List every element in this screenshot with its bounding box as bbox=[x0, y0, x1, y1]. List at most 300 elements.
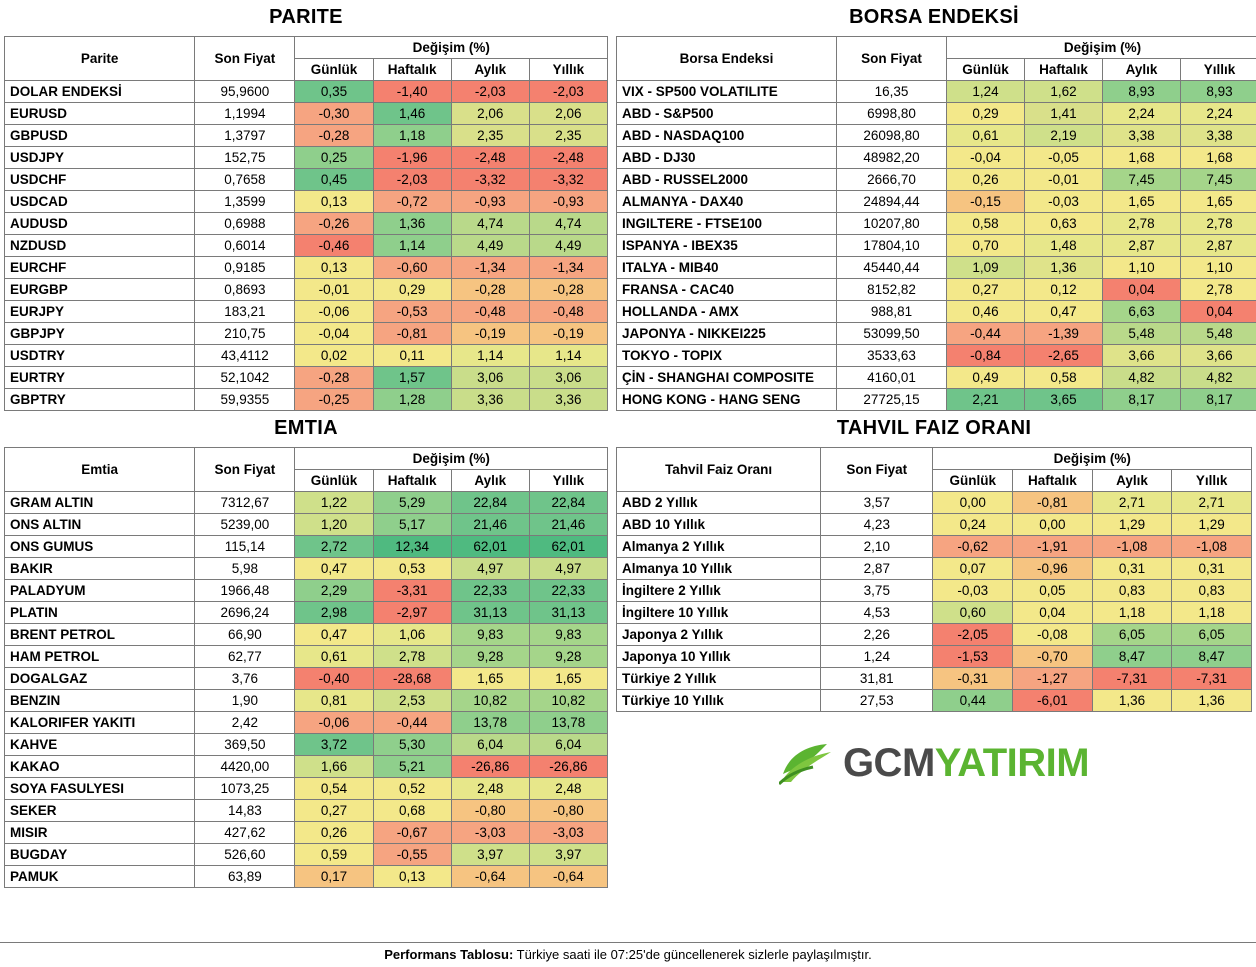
row-change-daily: 0,00 bbox=[933, 492, 1013, 514]
row-last-price: 0,7658 bbox=[195, 169, 295, 191]
row-change-weekly: 12,34 bbox=[373, 536, 451, 558]
row-instrument-name: ONS ALTIN bbox=[5, 514, 195, 536]
leaf-icon bbox=[779, 740, 837, 786]
row-instrument-name: ONS GUMUS bbox=[5, 536, 195, 558]
row-change-monthly: -0,93 bbox=[451, 191, 529, 213]
row-change-monthly: 4,82 bbox=[1103, 367, 1181, 389]
row-change-monthly: -1,08 bbox=[1092, 536, 1172, 558]
row-change-yearly: 1,14 bbox=[529, 345, 607, 367]
row-change-weekly: 0,47 bbox=[1025, 301, 1103, 323]
table-row bbox=[617, 558, 1252, 580]
row-change-yearly: -7,31 bbox=[1172, 668, 1252, 690]
table-row bbox=[5, 235, 608, 257]
row-change-weekly: 5,21 bbox=[373, 756, 451, 778]
table-row bbox=[5, 646, 608, 668]
row-change-daily: 0,61 bbox=[295, 646, 373, 668]
row-last-price: 210,75 bbox=[195, 323, 295, 345]
row-last-price: 62,77 bbox=[195, 646, 295, 668]
row-last-price: 0,6988 bbox=[195, 213, 295, 235]
table-row bbox=[5, 624, 608, 646]
row-change-weekly: -0,72 bbox=[373, 191, 451, 213]
panel-emtia bbox=[0, 411, 612, 888]
row-change-daily: 0,58 bbox=[947, 213, 1025, 235]
row-change-yearly: -3,03 bbox=[529, 822, 607, 844]
table-row bbox=[5, 213, 608, 235]
header-degisim: Değişim (%) bbox=[947, 37, 1256, 59]
table-row bbox=[617, 301, 1256, 323]
row-change-monthly: -0,19 bbox=[451, 323, 529, 345]
row-instrument-name: GRAM ALTIN bbox=[5, 492, 195, 514]
row-last-price: 52,1042 bbox=[195, 367, 295, 389]
row-last-price: 2,26 bbox=[821, 624, 933, 646]
row-change-monthly: 3,97 bbox=[451, 844, 529, 866]
header-gunluk: Günlük bbox=[933, 470, 1013, 492]
row-change-monthly: 0,31 bbox=[1092, 558, 1172, 580]
row-last-price: 17804,10 bbox=[837, 235, 947, 257]
row-change-monthly: 6,05 bbox=[1092, 624, 1172, 646]
row-change-yearly: 2,06 bbox=[529, 103, 607, 125]
row-change-daily: 0,07 bbox=[933, 558, 1013, 580]
row-change-weekly: -0,81 bbox=[1013, 492, 1093, 514]
row-change-daily: -2,05 bbox=[933, 624, 1013, 646]
row-instrument-name: PALADYUM bbox=[5, 580, 195, 602]
header-degisim: Değişim (%) bbox=[295, 37, 608, 59]
table-row bbox=[5, 778, 608, 800]
row-last-price: 369,50 bbox=[195, 734, 295, 756]
row-instrument-name: KAHVE bbox=[5, 734, 195, 756]
row-change-weekly: 0,52 bbox=[373, 778, 451, 800]
row-instrument-name: SOYA FASULYESI bbox=[5, 778, 195, 800]
table-row bbox=[5, 668, 608, 690]
row-change-monthly: 22,84 bbox=[451, 492, 529, 514]
row-instrument-name: EURJPY bbox=[5, 301, 195, 323]
row-change-daily: 0,25 bbox=[295, 147, 373, 169]
row-instrument-name: HOLLANDA - AMX bbox=[617, 301, 837, 323]
row-change-monthly: 10,82 bbox=[451, 690, 529, 712]
row-change-daily: -0,04 bbox=[947, 147, 1025, 169]
row-last-price: 7312,67 bbox=[195, 492, 295, 514]
table-row bbox=[617, 646, 1252, 668]
row-change-daily: 1,22 bbox=[295, 492, 373, 514]
row-change-weekly: 3,65 bbox=[1025, 389, 1103, 411]
row-change-monthly: 8,47 bbox=[1092, 646, 1172, 668]
row-change-monthly: -0,64 bbox=[451, 866, 529, 888]
table-row bbox=[617, 103, 1256, 125]
row-change-monthly: 4,49 bbox=[451, 235, 529, 257]
row-last-price: 48982,20 bbox=[837, 147, 947, 169]
header-gunluk: Günlük bbox=[295, 470, 373, 492]
row-change-yearly: -0,48 bbox=[529, 301, 607, 323]
row-instrument-name: GBPUSD bbox=[5, 125, 195, 147]
header-haftalik: Haftalık bbox=[1013, 470, 1093, 492]
row-change-weekly: 1,41 bbox=[1025, 103, 1103, 125]
row-change-daily: 0,61 bbox=[947, 125, 1025, 147]
table-row bbox=[5, 125, 608, 147]
row-instrument-name: USDJPY bbox=[5, 147, 195, 169]
row-last-price: 4420,00 bbox=[195, 756, 295, 778]
row-last-price: 1,1994 bbox=[195, 103, 295, 125]
row-change-monthly: 0,83 bbox=[1092, 580, 1172, 602]
row-change-yearly: 1,18 bbox=[1172, 602, 1252, 624]
table-row bbox=[5, 345, 608, 367]
row-change-weekly: -2,65 bbox=[1025, 345, 1103, 367]
row-instrument-name: ABD - DJ30 bbox=[617, 147, 837, 169]
row-instrument-name: FRANSA - CAC40 bbox=[617, 279, 837, 301]
row-change-daily: -0,04 bbox=[295, 323, 373, 345]
row-change-weekly: 0,11 bbox=[373, 345, 451, 367]
row-change-yearly: 3,06 bbox=[529, 367, 607, 389]
row-change-yearly: 1,10 bbox=[1181, 257, 1256, 279]
row-change-monthly: 2,06 bbox=[451, 103, 529, 125]
table-row bbox=[5, 800, 608, 822]
row-last-price: 63,89 bbox=[195, 866, 295, 888]
row-change-yearly: -1,34 bbox=[529, 257, 607, 279]
row-instrument-name: İngiltere 2 Yıllık bbox=[617, 580, 821, 602]
row-change-weekly: 0,53 bbox=[373, 558, 451, 580]
row-last-price: 0,6014 bbox=[195, 235, 295, 257]
row-change-weekly: -1,91 bbox=[1013, 536, 1093, 558]
header-yillik: Yıllık bbox=[529, 59, 607, 81]
row-change-weekly: 0,58 bbox=[1025, 367, 1103, 389]
row-change-daily: 0,49 bbox=[947, 367, 1025, 389]
row-change-weekly: 1,36 bbox=[373, 213, 451, 235]
row-last-price: 2,87 bbox=[821, 558, 933, 580]
table-row bbox=[617, 367, 1256, 389]
row-last-price: 4,53 bbox=[821, 602, 933, 624]
row-instrument-name: TOKYO - TOPIX bbox=[617, 345, 837, 367]
row-last-price: 27,53 bbox=[821, 690, 933, 712]
row-change-daily: -1,53 bbox=[933, 646, 1013, 668]
row-change-daily: -0,01 bbox=[295, 279, 373, 301]
row-change-weekly: 5,30 bbox=[373, 734, 451, 756]
row-change-weekly: 1,18 bbox=[373, 125, 451, 147]
row-instrument-name: HAM PETROL bbox=[5, 646, 195, 668]
row-last-price: 4,23 bbox=[821, 514, 933, 536]
row-last-price: 27725,15 bbox=[837, 389, 947, 411]
row-change-yearly: 1,29 bbox=[1172, 514, 1252, 536]
table-row bbox=[5, 279, 608, 301]
header-aylik: Aylık bbox=[1103, 59, 1181, 81]
table-row bbox=[5, 558, 608, 580]
row-change-daily: -0,44 bbox=[947, 323, 1025, 345]
row-change-weekly: -2,97 bbox=[373, 602, 451, 624]
row-change-daily: 0,13 bbox=[295, 191, 373, 213]
row-change-monthly: 1,29 bbox=[1092, 514, 1172, 536]
row-last-price: 152,75 bbox=[195, 147, 295, 169]
table-row bbox=[617, 690, 1252, 712]
row-instrument-name: ABD 2 Yıllık bbox=[617, 492, 821, 514]
row-change-daily: -0,62 bbox=[933, 536, 1013, 558]
row-change-yearly: 8,93 bbox=[1181, 81, 1256, 103]
row-change-weekly: 1,28 bbox=[373, 389, 451, 411]
row-change-yearly: 2,24 bbox=[1181, 103, 1256, 125]
header-degisim: Değişim (%) bbox=[933, 448, 1252, 470]
row-last-price: 66,90 bbox=[195, 624, 295, 646]
panel-borsa-endeksi bbox=[612, 0, 1256, 411]
row-change-yearly: 5,48 bbox=[1181, 323, 1256, 345]
row-change-yearly: 2,78 bbox=[1181, 279, 1256, 301]
row-change-yearly: -0,80 bbox=[529, 800, 607, 822]
table-row bbox=[617, 191, 1256, 213]
row-change-monthly: 1,14 bbox=[451, 345, 529, 367]
row-change-yearly: -0,93 bbox=[529, 191, 607, 213]
row-change-weekly: -1,27 bbox=[1013, 668, 1093, 690]
row-change-yearly: 2,35 bbox=[529, 125, 607, 147]
table-row bbox=[5, 514, 608, 536]
table-row bbox=[617, 389, 1256, 411]
row-change-yearly: -1,08 bbox=[1172, 536, 1252, 558]
table-row bbox=[5, 191, 608, 213]
row-change-monthly: 3,38 bbox=[1103, 125, 1181, 147]
table-row bbox=[5, 536, 608, 558]
header-borsa-name: Borsa Endeksi bbox=[617, 37, 837, 81]
row-instrument-name: BUGDAY bbox=[5, 844, 195, 866]
row-change-yearly: 0,04 bbox=[1181, 301, 1256, 323]
row-change-daily: 0,29 bbox=[947, 103, 1025, 125]
table-row bbox=[5, 367, 608, 389]
table-row bbox=[5, 602, 608, 624]
row-change-daily: 3,72 bbox=[295, 734, 373, 756]
row-change-weekly: 5,29 bbox=[373, 492, 451, 514]
row-last-price: 1,3797 bbox=[195, 125, 295, 147]
table-row bbox=[5, 580, 608, 602]
row-instrument-name: Almanya 2 Yıllık bbox=[617, 536, 821, 558]
row-change-monthly: 4,97 bbox=[451, 558, 529, 580]
row-change-weekly: -0,53 bbox=[373, 301, 451, 323]
row-change-daily: 2,72 bbox=[295, 536, 373, 558]
row-change-weekly: 1,62 bbox=[1025, 81, 1103, 103]
table-row bbox=[617, 668, 1252, 690]
logo-text bbox=[843, 743, 1089, 783]
table-row bbox=[5, 866, 608, 888]
table-header-row bbox=[617, 448, 1252, 470]
row-change-monthly: 6,04 bbox=[451, 734, 529, 756]
row-change-daily: 0,24 bbox=[933, 514, 1013, 536]
header-son-fiyat: Son Fiyat bbox=[195, 37, 295, 81]
row-change-weekly: 0,05 bbox=[1013, 580, 1093, 602]
table-row bbox=[617, 125, 1256, 147]
row-last-price: 0,9185 bbox=[195, 257, 295, 279]
header-haftalik: Haftalık bbox=[373, 59, 451, 81]
table-row bbox=[5, 389, 608, 411]
row-last-price: 5239,00 bbox=[195, 514, 295, 536]
row-change-weekly: 0,63 bbox=[1025, 213, 1103, 235]
row-change-yearly: 2,48 bbox=[529, 778, 607, 800]
table-row bbox=[617, 235, 1256, 257]
row-instrument-name: ABD - NASDAQ100 bbox=[617, 125, 837, 147]
row-change-yearly: 8,17 bbox=[1181, 389, 1256, 411]
table-row bbox=[617, 147, 1256, 169]
table-row bbox=[5, 257, 608, 279]
row-change-monthly: 2,35 bbox=[451, 125, 529, 147]
table-row bbox=[5, 690, 608, 712]
panel-title-borsa: BORSA ENDEKSİ bbox=[849, 6, 1019, 28]
row-last-price: 183,21 bbox=[195, 301, 295, 323]
row-change-monthly: 3,36 bbox=[451, 389, 529, 411]
row-change-yearly: 6,05 bbox=[1172, 624, 1252, 646]
logo-text-gcm: GCM bbox=[842, 741, 935, 785]
row-change-daily: 0,35 bbox=[295, 81, 373, 103]
row-instrument-name: DOLAR ENDEKSİ bbox=[5, 81, 195, 103]
table-row bbox=[617, 213, 1256, 235]
row-instrument-name: İngiltere 10 Yıllık bbox=[617, 602, 821, 624]
row-change-monthly: 5,48 bbox=[1103, 323, 1181, 345]
row-last-price: 24894,44 bbox=[837, 191, 947, 213]
row-change-monthly: 1,65 bbox=[1103, 191, 1181, 213]
row-last-price: 59,9355 bbox=[195, 389, 295, 411]
row-change-daily: 0,27 bbox=[295, 800, 373, 822]
row-change-daily: -0,84 bbox=[947, 345, 1025, 367]
table-row bbox=[5, 844, 608, 866]
row-last-price: 4160,01 bbox=[837, 367, 947, 389]
header-parite-name: Parite bbox=[5, 37, 195, 81]
row-last-price: 988,81 bbox=[837, 301, 947, 323]
row-change-weekly: -0,67 bbox=[373, 822, 451, 844]
row-change-yearly: 3,36 bbox=[529, 389, 607, 411]
row-change-monthly: 2,78 bbox=[1103, 213, 1181, 235]
row-change-monthly: -0,28 bbox=[451, 279, 529, 301]
table-header-row bbox=[5, 448, 608, 470]
header-aylik: Aylık bbox=[1092, 470, 1172, 492]
row-change-yearly: 1,36 bbox=[1172, 690, 1252, 712]
row-change-daily: 0,27 bbox=[947, 279, 1025, 301]
row-change-yearly: 9,28 bbox=[529, 646, 607, 668]
row-change-weekly: -0,01 bbox=[1025, 169, 1103, 191]
row-change-yearly: -0,64 bbox=[529, 866, 607, 888]
row-instrument-name: Türkiye 10 Yıllık bbox=[617, 690, 821, 712]
table-row bbox=[617, 514, 1252, 536]
row-change-weekly: 1,14 bbox=[373, 235, 451, 257]
row-change-monthly: 2,71 bbox=[1092, 492, 1172, 514]
header-yillik: Yıllık bbox=[529, 470, 607, 492]
row-change-monthly: 1,18 bbox=[1092, 602, 1172, 624]
row-last-price: 2666,70 bbox=[837, 169, 947, 191]
row-change-weekly: -0,70 bbox=[1013, 646, 1093, 668]
row-last-price: 8152,82 bbox=[837, 279, 947, 301]
table-row bbox=[5, 323, 608, 345]
header-degisim: Değişim (%) bbox=[295, 448, 608, 470]
row-last-price: 3,75 bbox=[821, 580, 933, 602]
row-instrument-name: PLATIN bbox=[5, 602, 195, 624]
row-change-weekly: 0,68 bbox=[373, 800, 451, 822]
row-change-monthly: 0,04 bbox=[1103, 279, 1181, 301]
row-change-yearly: 1,65 bbox=[1181, 191, 1256, 213]
table-row bbox=[617, 257, 1256, 279]
row-change-daily: -0,26 bbox=[295, 213, 373, 235]
row-change-weekly: -0,05 bbox=[1025, 147, 1103, 169]
row-change-monthly: 8,93 bbox=[1103, 81, 1181, 103]
row-change-yearly: 1,68 bbox=[1181, 147, 1256, 169]
row-last-price: 427,62 bbox=[195, 822, 295, 844]
row-change-monthly: -0,80 bbox=[451, 800, 529, 822]
row-change-monthly: 31,13 bbox=[451, 602, 529, 624]
table-row bbox=[5, 147, 608, 169]
row-change-yearly: 4,74 bbox=[529, 213, 607, 235]
table-tahvil-faiz-orani bbox=[616, 447, 1252, 712]
row-change-yearly: 4,49 bbox=[529, 235, 607, 257]
header-yillik: Yıllık bbox=[1172, 470, 1252, 492]
row-change-weekly: -0,08 bbox=[1013, 624, 1093, 646]
row-change-weekly: -1,96 bbox=[373, 147, 451, 169]
row-last-price: 526,60 bbox=[195, 844, 295, 866]
row-change-weekly: 0,13 bbox=[373, 866, 451, 888]
row-change-yearly: 0,31 bbox=[1172, 558, 1252, 580]
table-header-row bbox=[617, 37, 1256, 59]
row-last-price: 3,57 bbox=[821, 492, 933, 514]
table-row bbox=[617, 323, 1256, 345]
row-change-weekly: -0,44 bbox=[373, 712, 451, 734]
row-change-monthly: -3,03 bbox=[451, 822, 529, 844]
row-change-monthly: -26,86 bbox=[451, 756, 529, 778]
row-instrument-name: USDCAD bbox=[5, 191, 195, 213]
panel-title-tahvil: TAHVIL FAIZ ORANI bbox=[836, 417, 1032, 439]
row-change-daily: -0,28 bbox=[295, 125, 373, 147]
row-instrument-name: EURUSD bbox=[5, 103, 195, 125]
row-last-price: 53099,50 bbox=[837, 323, 947, 345]
row-last-price: 1966,48 bbox=[195, 580, 295, 602]
header-son-fiyat: Son Fiyat bbox=[195, 448, 295, 492]
row-instrument-name: KAKAO bbox=[5, 756, 195, 778]
row-change-weekly: 0,04 bbox=[1013, 602, 1093, 624]
row-last-price: 10207,80 bbox=[837, 213, 947, 235]
panel-parite bbox=[0, 0, 612, 411]
row-last-price: 26098,80 bbox=[837, 125, 947, 147]
row-change-weekly: 1,48 bbox=[1025, 235, 1103, 257]
row-change-daily: 0,47 bbox=[295, 558, 373, 580]
row-change-yearly: 9,83 bbox=[529, 624, 607, 646]
table-row bbox=[617, 492, 1252, 514]
table-row bbox=[617, 536, 1252, 558]
table-header-row bbox=[5, 37, 608, 59]
row-change-yearly: -2,48 bbox=[529, 147, 607, 169]
row-change-weekly: 0,29 bbox=[373, 279, 451, 301]
row-instrument-name: INGILTERE - FTSE100 bbox=[617, 213, 837, 235]
row-change-daily: -0,15 bbox=[947, 191, 1025, 213]
row-change-daily: 0,02 bbox=[295, 345, 373, 367]
row-change-yearly: -26,86 bbox=[529, 756, 607, 778]
row-change-daily: 0,70 bbox=[947, 235, 1025, 257]
row-change-daily: 0,54 bbox=[295, 778, 373, 800]
row-change-yearly: 21,46 bbox=[529, 514, 607, 536]
row-change-monthly: 1,68 bbox=[1103, 147, 1181, 169]
row-change-daily: -0,25 bbox=[295, 389, 373, 411]
row-instrument-name: VIX - SP500 VOLATILITE bbox=[617, 81, 837, 103]
row-change-daily: 0,17 bbox=[295, 866, 373, 888]
panel-title-emtia: EMTIA bbox=[274, 417, 338, 439]
row-change-monthly: 21,46 bbox=[451, 514, 529, 536]
row-change-yearly: 4,82 bbox=[1181, 367, 1256, 389]
row-change-weekly: 1,46 bbox=[373, 103, 451, 125]
row-change-monthly: 22,33 bbox=[451, 580, 529, 602]
row-change-monthly: 8,17 bbox=[1103, 389, 1181, 411]
row-last-price: 115,14 bbox=[195, 536, 295, 558]
row-last-price: 45440,44 bbox=[837, 257, 947, 279]
table-borsa-endeksi bbox=[616, 36, 1256, 411]
row-change-daily: -0,46 bbox=[295, 235, 373, 257]
panel-tahvil-faiz-orani bbox=[612, 411, 1256, 888]
table-row bbox=[5, 103, 608, 125]
row-instrument-name: NZDUSD bbox=[5, 235, 195, 257]
row-change-daily: -0,03 bbox=[933, 580, 1013, 602]
row-change-weekly: 0,00 bbox=[1013, 514, 1093, 536]
row-instrument-name: SEKER bbox=[5, 800, 195, 822]
row-change-daily: -0,30 bbox=[295, 103, 373, 125]
row-change-daily: 2,21 bbox=[947, 389, 1025, 411]
row-last-price: 1073,25 bbox=[195, 778, 295, 800]
row-last-price: 2,10 bbox=[821, 536, 933, 558]
row-last-price: 3,76 bbox=[195, 668, 295, 690]
row-change-monthly: 2,48 bbox=[451, 778, 529, 800]
